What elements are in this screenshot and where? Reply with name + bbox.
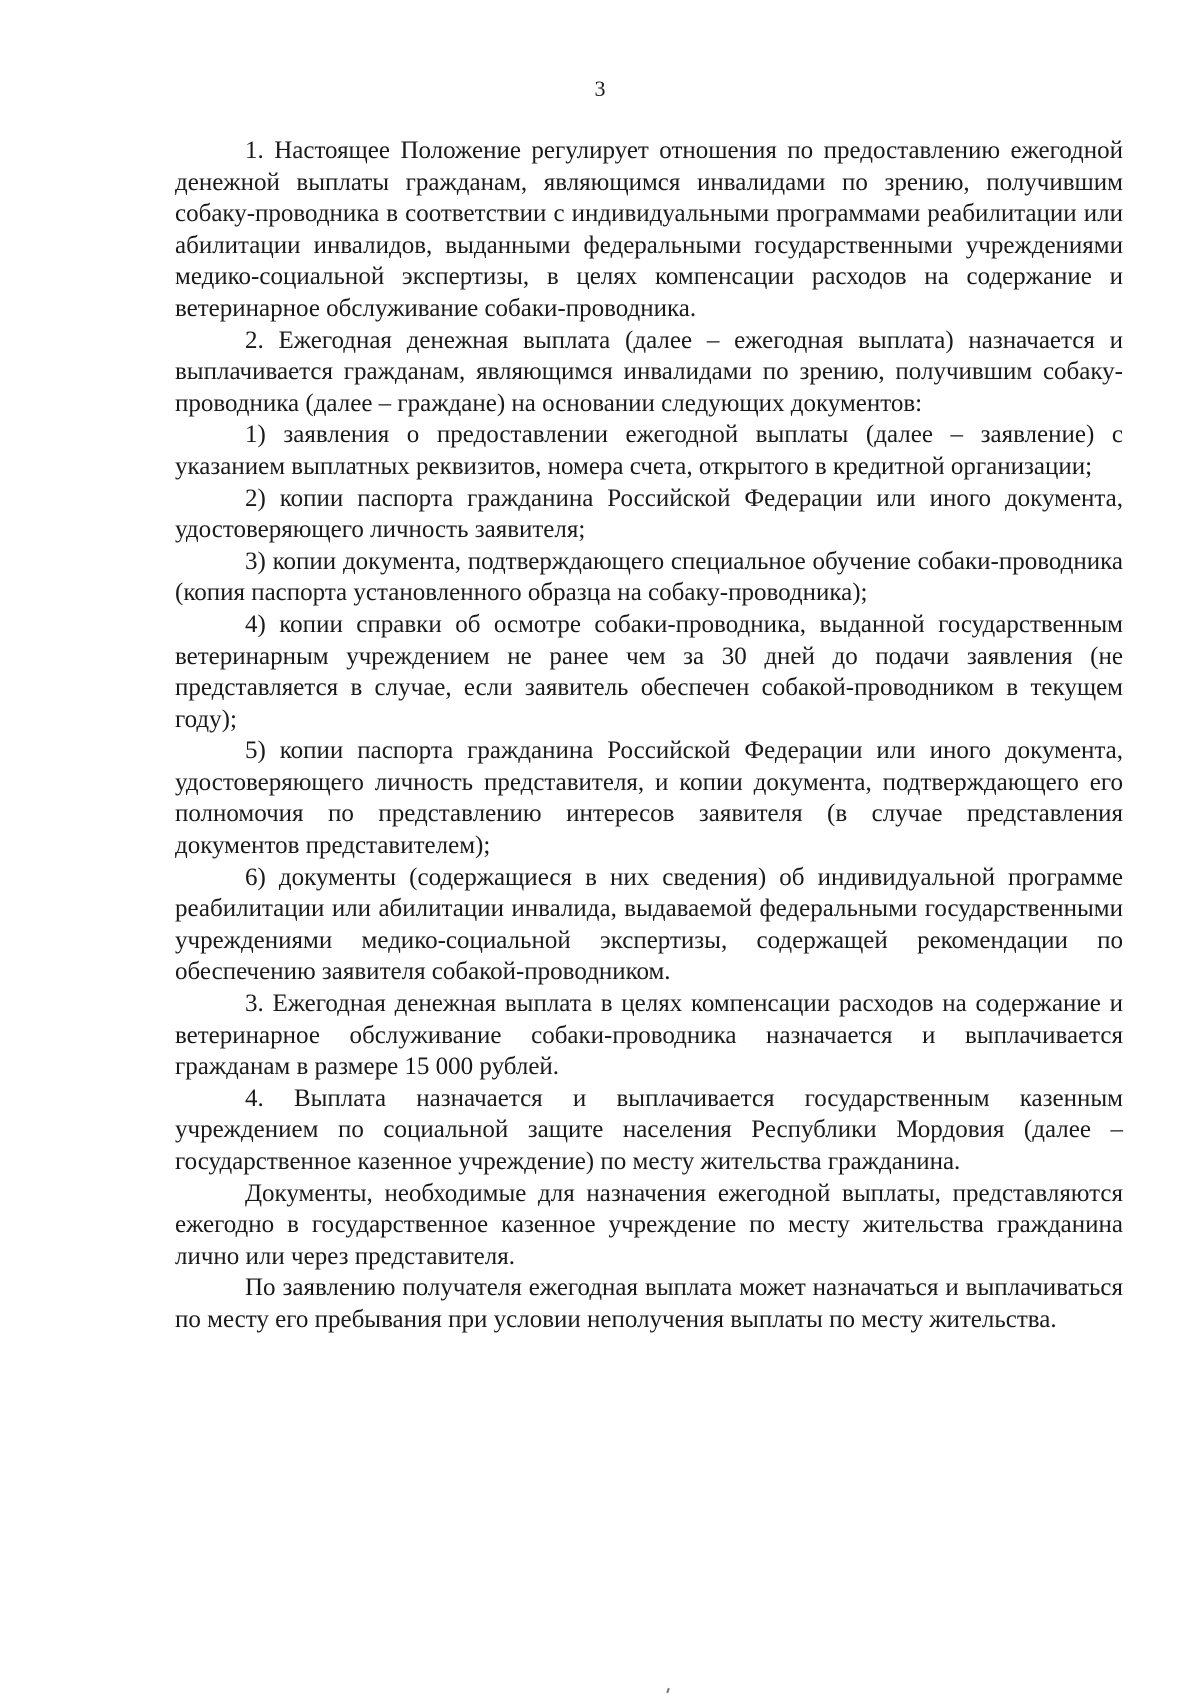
scan-speck: [666, 1688, 670, 1693]
list-item-6: 6) документы (содержащиеся в них сведения) об индивидуальной программе реабилитации или абилитации инвалида, выдаваемой федеральными государственными учреждениями медико-социальной экспертизы, содержащей рекомендации по обеспечению заявителя собакой-проводником.: [175, 863, 1123, 986]
paragraph-4: 4. Выплата назначается и выплачивается государственным казенным учреждением по социальной защите населения Республики Мордовия (далее – государственное казенное учреждение) по месту жительства гражданина.: [175, 1084, 1123, 1175]
paragraph-stay-place: По заявлению получателя ежегодная выплата может назначаться и выплачиваться по месту его пребывания при условии неполучения выплаты по месту жительства.: [175, 1274, 1123, 1333]
list-item-2: 2) копии паспорта гражданина Российской Федерации или иного документа, удостоверяющего личность заявителя;: [175, 484, 1123, 544]
paragraph-3: 3. Ежегодная денежная выплата в целях компенсации расходов на содержание и ветеринарное обслуживание собаки-проводника назначается и выплачивается гражданам в размере 15 000 рублей.: [175, 990, 1123, 1081]
list-item-1: 1) заявления о предоставлении ежегодной выплаты (далее – заявление) с указанием выплатных реквизитов, номера счета, открытого в кредитной организации;: [175, 421, 1123, 480]
list-item-3: 3) копии документа, подтверждающего специальное обучение собаки-проводника (копия паспорта установленного образца на собаку-проводника);: [175, 547, 1123, 607]
list-item-4: 4) копии справки об осмотре собаки-проводника, выданной государственным ветеринарным учреждением не ранее чем за 30 дней до подачи заявления (не представляется в случае, если заявитель обеспечен собакой-проводником в текущем году);: [175, 610, 1123, 733]
document-body: [175, 135, 1123, 1336]
paragraph-2: 2. Ежегодная денежная выплата (далее – ежегодная выплата) назначается и выплачивается гражданам, являющимся инвалидами по зрению, получившим собаку-проводника (далее – граждане) на основании следующих документов:: [175, 326, 1123, 417]
page-number: 3: [594, 76, 606, 101]
paragraph-1: 1. Настоящее Положение регулирует отношения по предоставлению ежегодной денежной выплаты гражданам, являющимся инвалидами по зрению, получившим собаку-проводника в соответствии с индивидуальными программами реабилитации или абилитации инвалидов, выданными федеральными государственными учреждениями медико-социальной экспертизы, в целях компенсации расходов на содержание и ветеринарное обслуживание собаки-проводника.: [175, 137, 1123, 322]
paragraph-documents: Документы, необходимые для назначения ежегодной выплаты, представляются ежегодно в государственное казенное учреждение по месту жительства гражданина лично или через представителя.: [175, 1179, 1123, 1270]
list-item-5: 5) копии паспорта гражданина Российской Федерации или иного документа, удостоверяющего личность представителя, и копии документа, подтверждающего его полномочия по представлению интересов заявителя (в случае представления документов представителем);: [175, 737, 1123, 860]
